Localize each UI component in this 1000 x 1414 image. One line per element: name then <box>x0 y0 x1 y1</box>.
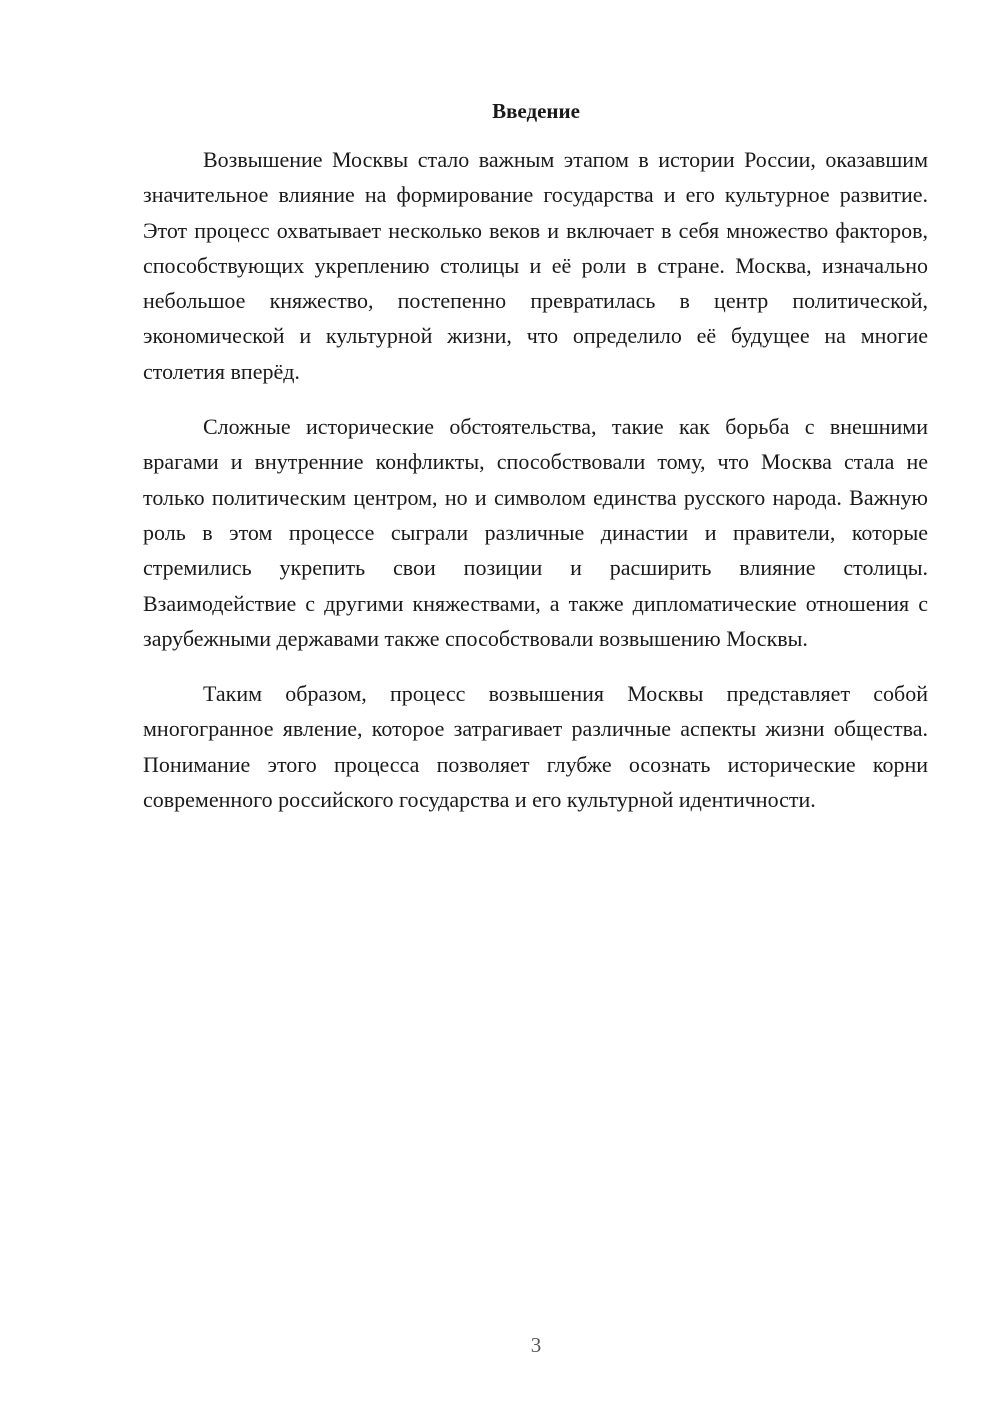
page-number: 3 <box>530 1333 542 1357</box>
paragraph-1: Возвышение Москвы стало важным этапом в истории России, оказавшим значительное влияние на формирование государства и его культурное развитие. Этот процесс охватывает несколько веков и включает в себя множество факторов, способствующих укреплению столицы и её роли в стране. Москва, изначально небольшое княжество, постепенно превратилась в центр политической, экономической и культурной жизни, что определило её будущее на многие столетия вперёд. <box>143 147 928 384</box>
paragraph-3: Таким образом, процесс возвышения Москвы представляет собой многогранное явление, которое затрагивает различные аспекты жизни общества. Понимание этого процесса позволяет глубже осознать исторические корни современного российского государства и его культурной идентичности. <box>143 681 928 813</box>
body-text <box>143 142 928 837</box>
paragraph-2: Сложные исторические обстоятельства, такие как борьба с внешними врагами и внутренние конфликты, способствовали тому, что Москва стала не только политическим центром, но и символом единства русского народа. Важную роль в этом процессе сыграли различные династии и правители, которые стремились укрепить свои позиции и расширить влияние столицы. Взаимодействие с другими княжествами, а также дипломатические отношения с зарубежными державами также способствовали возвышению Москвы. <box>143 414 928 651</box>
section-title: Введение <box>492 99 580 123</box>
